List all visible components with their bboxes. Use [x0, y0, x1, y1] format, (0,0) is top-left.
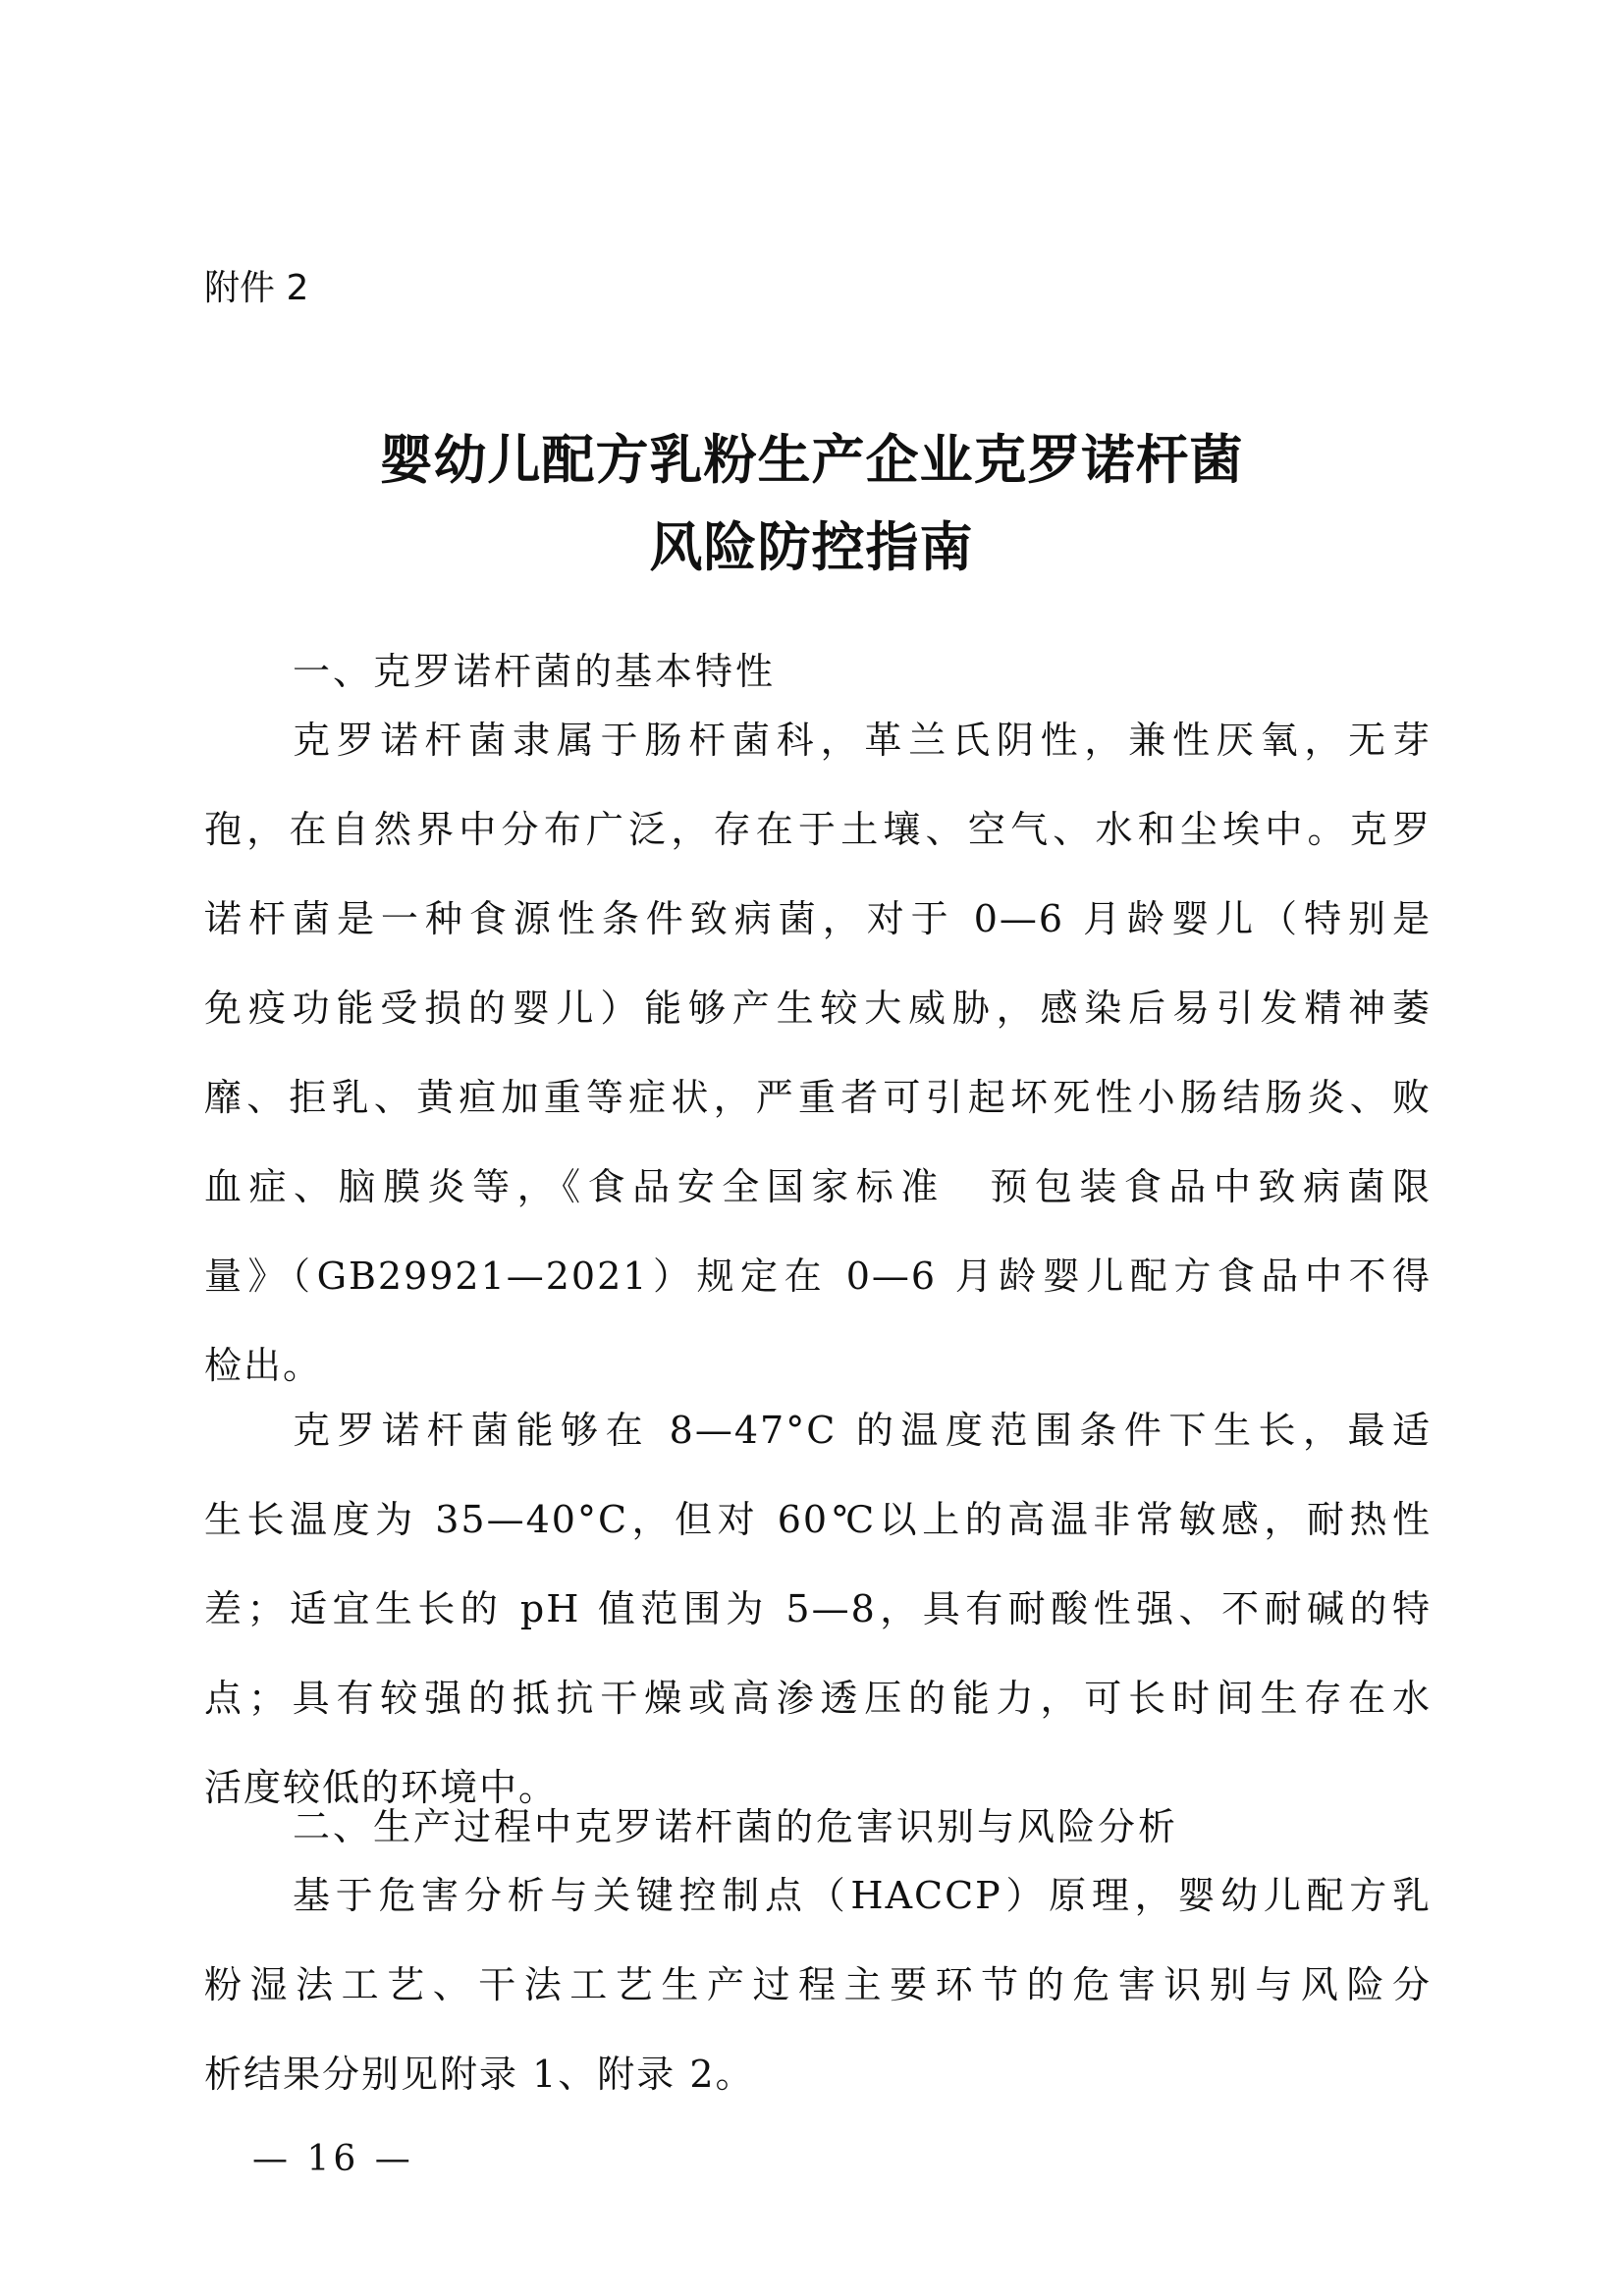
paragraph-line: 生长温度为 35—40°C，但对 60℃以上的高温非常敏感，耐热性 [204, 1498, 1432, 1541]
page-number: — 16 — [252, 2139, 414, 2179]
paragraph-line: 血症、脑膜炎等，《食品安全国家标准 预包装食品中致病菌限 [204, 1165, 1432, 1208]
paragraph-line: 孢，在自然界中分布广泛，存在于土壤、空气、水和尘埃中。克罗 [204, 808, 1432, 851]
document-title-line-2: 风险防控指南 [649, 515, 974, 578]
document-title-line-1: 婴幼儿配方乳粉生产企业克罗诺杆菌 [379, 428, 1244, 491]
paragraph-line: 基于危害分析与关键控制点（HACCP）原理，婴幼儿配方乳 [293, 1874, 1432, 1917]
paragraph-line: 点；具有较强的抵抗干燥或高渗透压的能力，可长时间生存在水 [204, 1677, 1432, 1720]
paragraph-line: 克罗诺杆菌隶属于肠杆菌科，革兰氏阴性，兼性厌氧，无芽 [293, 719, 1432, 762]
paragraph-line: 析结果分别见附录 1、附录 2。 [204, 2053, 755, 2096]
section-2-paragraph-1 [204, 1851, 1432, 2119]
paragraph-line: 免疫功能受损的婴儿）能够产生较大威胁，感染后易引发精神萎 [204, 987, 1432, 1030]
paragraph-line: 检出。 [204, 1344, 323, 1387]
paragraph-line: 诺杆菌是一种食源性条件致病菌，对于 0—6 月龄婴儿（特别是 [204, 897, 1432, 940]
attachment-label: 附件 2 [204, 268, 309, 308]
paragraph-line: 靡、拒乳、黄疸加重等症状，严重者可引起坏死性小肠结肠炎、败 [204, 1076, 1432, 1119]
paragraph-line: 量》（GB29921—2021）规定在 0—6 月龄婴儿配方食品中不得 [204, 1255, 1432, 1298]
paragraph-line: 粉湿法工艺、干法工艺生产过程主要环节的危害识别与风险分 [204, 1963, 1432, 2006]
section-1-paragraph-2 [204, 1386, 1432, 1833]
paragraph-line: 活度较低的环境中。 [204, 1766, 559, 1809]
paragraph-line: 克罗诺杆菌能够在 8—47°C 的温度范围条件下生长，最适 [293, 1409, 1432, 1452]
section-2-heading: 二、生产过程中克罗诺杆菌的危害识别与风险分析 [293, 1805, 1179, 1848]
paragraph-line: 差；适宜生长的 pH 值范围为 5—8，具有耐酸性强、不耐碱的特 [204, 1587, 1432, 1630]
section-1-heading: 一、克罗诺杆菌的基本特性 [293, 650, 777, 693]
section-1-paragraph-1 [204, 696, 1432, 1411]
